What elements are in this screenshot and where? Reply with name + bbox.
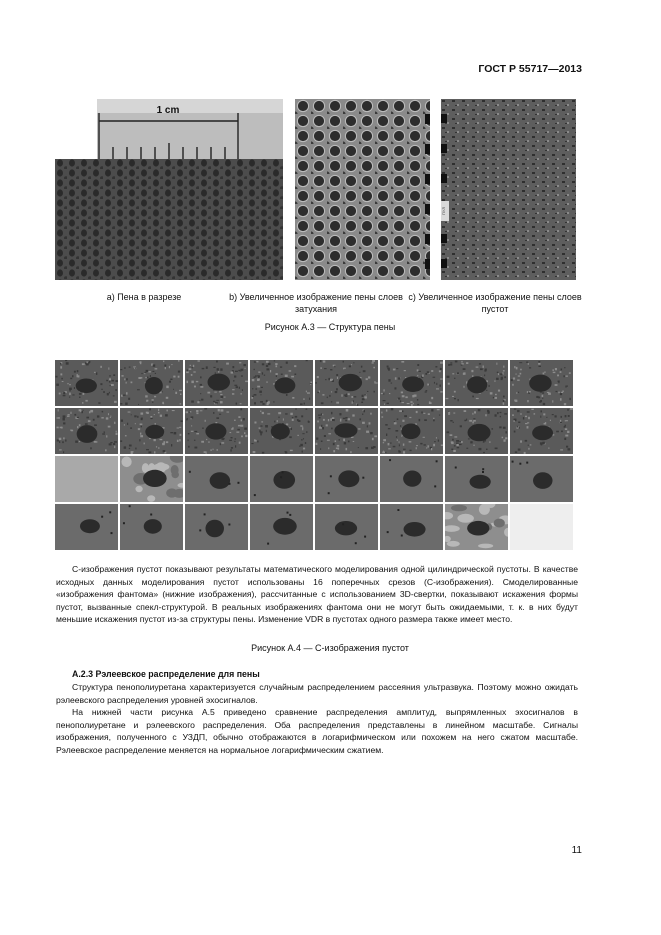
c-scan-cell (315, 408, 378, 454)
void-layer-image (441, 99, 576, 280)
c-scan-cell (315, 504, 378, 550)
c-scan-cell (380, 408, 443, 454)
c-scan-cell (55, 456, 118, 502)
c-scan-cell (510, 360, 573, 406)
c-scan-cell (185, 504, 248, 550)
c-scan-cell (120, 408, 183, 454)
c-scan-cell (55, 504, 118, 550)
c-scan-cell (120, 360, 183, 406)
caption-c: с) Увеличенное изображение пены слоев пустот (408, 292, 582, 314)
c-scan-cell (250, 408, 313, 454)
attenuation-layer-image (295, 99, 430, 280)
caption-a: а) Пена в разрезе (106, 292, 182, 302)
section-paragraph-1: Структура пенополиуретана характеризуется случайным распределением рассеяния ультразвука. Поэтому можно ожидать рэлеевского распределения уровней эхосигналов. (56, 682, 578, 705)
c-scan-cell (445, 408, 508, 454)
c-scan-cell (445, 504, 508, 550)
figure-a4-paragraph: С-изображения пустот показывают результаты математического моделирования одной цилиндрической пустоты. В качестве исходных данных моделирования пустот использованы 16 поперечных срезов (С-изображения). Смоделированные «изображения фантома» (нижние изображения), рассчитанные с использованием 3D-свертки, показывают искажения формы пустот, вызванные спекл-структурой. В реальных изображениях фантома они не могут быть ожидаемыми, т. к. в них будут меньшие искажения пустот из-за структуры пены. Изменение VDR в пустотах одного размера также имеет место. (56, 564, 578, 624)
side-marker: ПУЛ (441, 207, 446, 215)
foam-cross-section-image (55, 99, 283, 280)
c-scan-cell (510, 408, 573, 454)
c-scan-cell (445, 360, 508, 406)
c-scan-cell (185, 408, 248, 454)
standard-header: ГОСТ Р 55717—2013 (478, 63, 582, 75)
scale-label: 1 cm (156, 105, 180, 116)
section-paragraph-2: На нижней части рисунка А.5 приведено сравнение распределения амплитуд, выпрямленных эхосигналов в пенополиуретане и рэлеевского распределения. Оба распределения представлены в линейном масштабе. Сигналы изображения, полученного с УЗДП, обычно отображаются в логарифмическом или похожем на него сжатом масштабе. Рэлеевское распределение меняется на нормальное логарифмическим сжатием. (56, 707, 578, 755)
c-scan-cell (250, 456, 313, 502)
figure-a3-title: Рисунок А.3 — Структура пены (264, 322, 396, 332)
c-scan-cell (315, 360, 378, 406)
c-scan-cell (185, 456, 248, 502)
c-scan-cell (250, 504, 313, 550)
figure-a4-title: Рисунок А.4 — С-изображения пустот (251, 643, 409, 653)
c-scan-cell (120, 504, 183, 550)
c-scan-cell (55, 408, 118, 454)
c-scan-grid (55, 360, 573, 550)
c-scan-cell (315, 456, 378, 502)
c-scan-cell (250, 360, 313, 406)
c-scan-cell (55, 360, 118, 406)
c-scan-cell (380, 456, 443, 502)
c-scan-cell (510, 504, 573, 550)
page-number: 11 (571, 845, 582, 856)
c-scan-cell (510, 456, 573, 502)
c-scan-cell (120, 456, 183, 502)
caption-b: b) Увеличенное изображение пены слоев затухания (229, 292, 403, 314)
c-scan-cell (185, 360, 248, 406)
c-scan-cell (380, 504, 443, 550)
c-scan-cell (445, 456, 508, 502)
c-scan-cell (380, 360, 443, 406)
section-heading: А.2.3 Рэлеевское распределение для пены (72, 669, 260, 679)
